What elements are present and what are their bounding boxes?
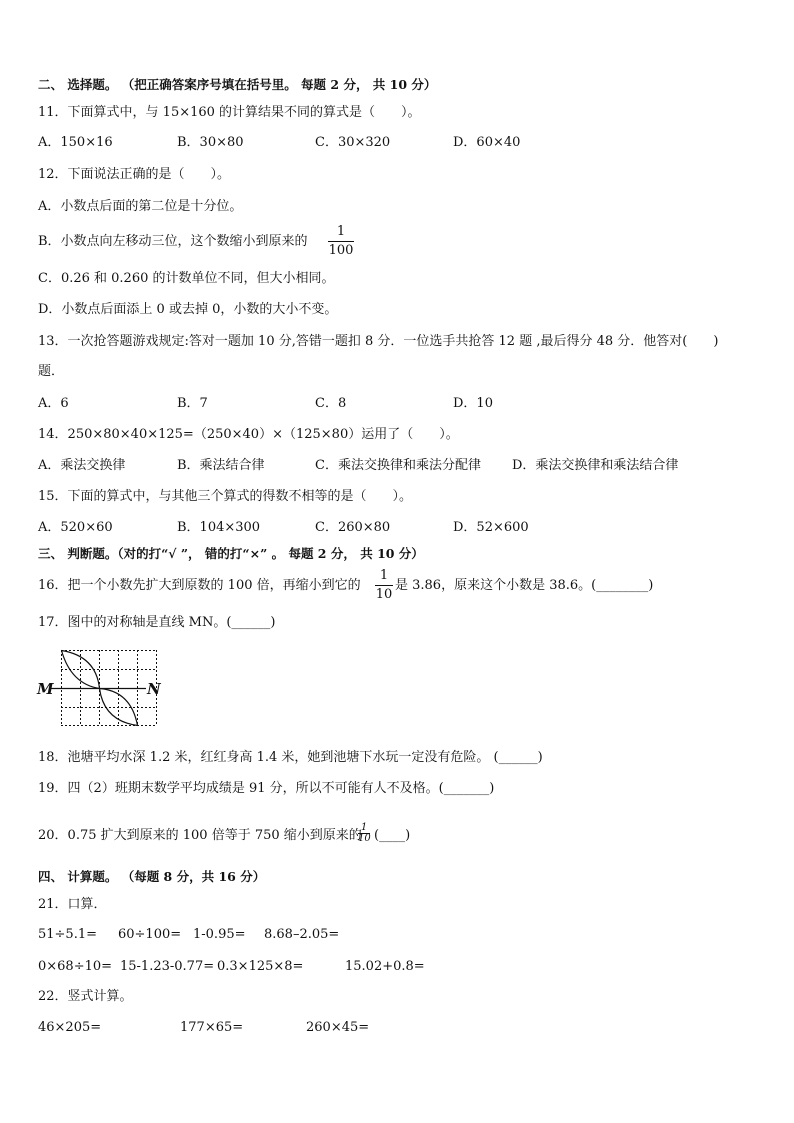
- q14-stem: 14．250×80×40×125=（250×40）×（125×80）运用了（ ）。: [38, 427, 459, 442]
- q22-item: 177×65=: [180, 1020, 244, 1035]
- q21-stem: 21．口算．: [38, 897, 107, 912]
- q11-option-c[interactable]: C．30×320: [315, 135, 391, 150]
- q15-option-d[interactable]: D．52×600: [453, 520, 529, 535]
- label-m: M: [37, 680, 54, 698]
- q21-item: 0×68÷10=: [38, 959, 113, 974]
- q13-option-d[interactable]: D．10: [453, 396, 493, 411]
- choice-section-header: 二、 选择题。 （把正确答案序号填在括号里。 每题 2 分， 共 10 分）: [38, 77, 437, 92]
- q16-fraction: [375, 568, 393, 603]
- q20-fraction: [358, 823, 370, 844]
- q16-stem-before: 16．把一个小数先扩大到原数的 100 倍，再缩小到它的: [38, 578, 361, 593]
- q21-item: 1-0.95=: [193, 927, 246, 942]
- q20-stem-after: (____): [374, 828, 411, 843]
- q12-fraction: [328, 224, 354, 259]
- q22-item: 46×205=: [38, 1020, 102, 1035]
- q13-option-c[interactable]: C．8: [315, 396, 347, 411]
- q16-fraction-denominator: 10: [375, 587, 393, 602]
- q14-option-c[interactable]: C．乘法交换律和乘法分配律: [315, 458, 481, 473]
- q21-item: 60÷100=: [118, 927, 182, 942]
- judge-section-header: 三、 判断题。（对的打“√ ”， 错的打“×” 。 每题 2 分， 共 10 分）: [38, 546, 424, 561]
- q12-option-a[interactable]: A．小数点后面的第二位是十分位。: [38, 199, 243, 214]
- q15-option-a[interactable]: A．520×60: [38, 520, 113, 535]
- q12-stem: 12．下面说法正确的是（ ）。: [38, 167, 231, 182]
- label-n: N: [147, 680, 161, 698]
- q15-stem: 15．下面的算式中，与其他三个算式的得数不相等的是（ ）。: [38, 489, 413, 504]
- q21-item: 15.02+0.8=: [345, 959, 425, 974]
- q11-option-b[interactable]: B．30×80: [177, 135, 244, 150]
- q16-stem-after: 是 3.86，原来这个小数是 38.6。(________): [395, 578, 654, 593]
- q13-stem-line2: 题．: [38, 364, 65, 379]
- q13-option-b[interactable]: B．7: [177, 396, 208, 411]
- q21-item: 51÷5.1=: [38, 927, 98, 942]
- q17-stem: 17．图中的对称轴是直线 MN。(______): [38, 615, 276, 630]
- q19-stem: 19．四（2）班期末数学平均成绩是 91 分，所以不可能有人不及格。(_______): [38, 781, 495, 796]
- q20-stem-before: 20．0.75 扩大到原来的 100 倍等于 750 缩小到原来的: [38, 828, 362, 843]
- q11-option-a[interactable]: A．150×16: [38, 135, 113, 150]
- q16-fraction-numerator: 1: [379, 568, 389, 583]
- q15-option-b[interactable]: B．104×300: [177, 520, 261, 535]
- q21-item: 8.68–2.05=: [264, 927, 340, 942]
- q20-fraction-numerator: 1: [360, 822, 368, 833]
- q14-option-a[interactable]: A．乘法交换律: [38, 458, 126, 473]
- q12-fraction-numerator: 1: [336, 224, 346, 239]
- q21-item: 15-1.23-0.77=: [120, 959, 215, 974]
- q14-option-b[interactable]: B．乘法结合律: [177, 458, 265, 473]
- q20-fraction-denominator: 10: [358, 833, 371, 844]
- q22-item: 260×45=: [306, 1020, 370, 1035]
- q11-stem: 11．下面算式中，与 15×160 的计算结果不同的算式是（ ）。: [38, 105, 421, 120]
- q18-stem: 18．池塘平均水深 1.2 米，红红身高 1.4 米，她到池塘下水玩一定没有危险。 (______): [38, 750, 543, 765]
- q12-option-b[interactable]: B．小数点向左移动三位，这个数缩小到原来的: [38, 234, 308, 249]
- q14-option-d[interactable]: D．乘法交换律和乘法结合律: [512, 458, 679, 473]
- calc-section-header: 四、 计算题。 （每题 8 分，共 16 分）: [38, 869, 266, 884]
- q21-item: 0.3×125×8=: [217, 959, 304, 974]
- fraction-bar: [328, 241, 354, 242]
- q12-option-d[interactable]: D．小数点后面添上 0 或去掉 0，小数的大小不变。: [38, 302, 338, 317]
- q13-stem-line1: 13．一次抢答题游戏规定:答对一题加 10 分,答错一题扣 8 分．一位选手共抢答 12 题 ,最后得分 48 分．他答对( ): [38, 334, 719, 349]
- q11-option-d[interactable]: D．60×40: [453, 135, 521, 150]
- q15-option-c[interactable]: C．260×80: [315, 520, 391, 535]
- q12-fraction-denominator: 100: [328, 243, 354, 258]
- q22-stem: 22．竖式计算。: [38, 989, 133, 1004]
- q12-option-c[interactable]: C．0.26 和 0.260 的计数单位不同，但大小相同。: [38, 271, 335, 286]
- q13-option-a[interactable]: A．6: [38, 396, 69, 411]
- fraction-bar: [375, 585, 393, 586]
